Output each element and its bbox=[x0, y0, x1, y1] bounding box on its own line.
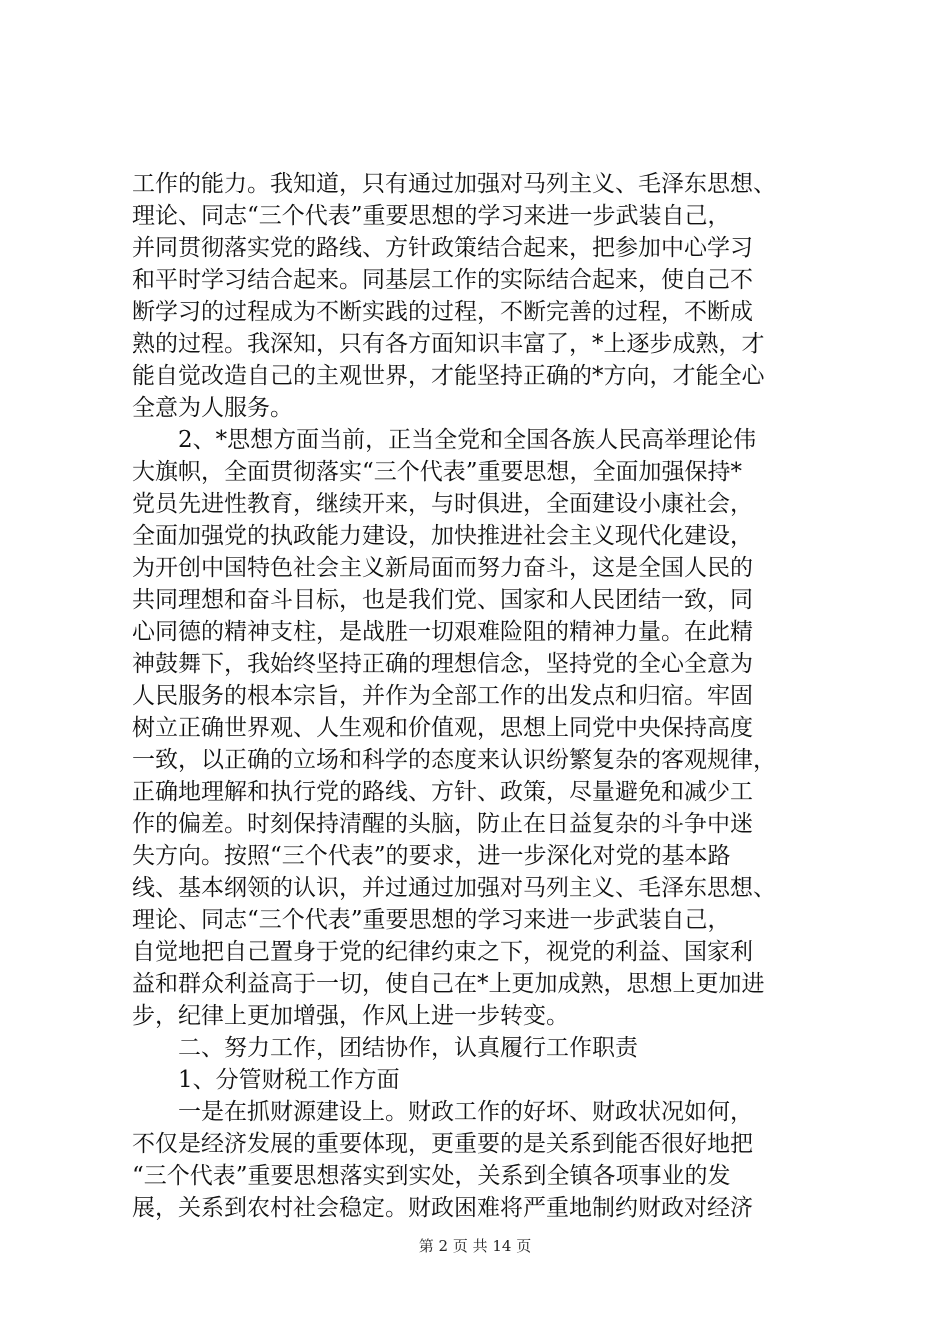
text-line: 心同德的精神支柱，是战胜一切艰难险阻的精神力量。在此精 bbox=[132, 619, 753, 645]
text-line: 理论、同志“三个代表”重要思想的学习来进一步武装自己， bbox=[132, 907, 731, 933]
text-line: 正确地理解和执行党的路线、方针、政策，尽量避免和减少工 bbox=[132, 779, 753, 805]
text-line: 工作的能力。我知道，只有通过加强对马列主义、毛泽东思想、 bbox=[132, 171, 776, 197]
text-line: 并同贯彻落实党的路线、方针政策结合起来，把参加中心学习 bbox=[132, 235, 753, 261]
text-line: 能自觉改造自己的主观世界，才能坚持正确的*方向，才能全心 bbox=[132, 363, 765, 389]
text-line: 步，纪律上更加增强，作风上进一步转变。 bbox=[132, 1003, 569, 1029]
text-line: 神鼓舞下，我始终坚持正确的理想信念，坚持党的全心全意为 bbox=[132, 651, 753, 677]
text-line: 展，关系到农村社会稳定。财政困难将严重地制约财政对经济 bbox=[132, 1195, 753, 1221]
text-line: 人民服务的根本宗旨，并作为全部工作的出发点和归宿。牢固 bbox=[132, 683, 753, 709]
text-line: 熟的过程。我深知，只有各方面知识丰富了，*上逐步成熟，才 bbox=[132, 331, 765, 357]
text-line: 不仅是经济发展的重要体现，更重要的是关系到能否很好地把 bbox=[132, 1131, 753, 1157]
text-line: 失方向。按照“三个代表”的要求，进一步深化对党的基本路 bbox=[132, 843, 731, 869]
text-line: 一致，以正确的立场和科学的态度来认识纷繁复杂的客观规律， bbox=[132, 747, 776, 773]
text-line: 2、*思想方面当前，正当全党和全国各族人民高举理论伟 bbox=[132, 427, 757, 453]
text-line: 为开创中国特色社会主义新局面而努力奋斗，这是全国人民的 bbox=[132, 555, 753, 581]
page-number-footer: 第 2 页 共 14 页 bbox=[418, 1237, 532, 1255]
text-line: 全意为人服务。 bbox=[132, 395, 293, 421]
text-line: 线、基本纲领的认识，并过通过加强对马列主义、毛泽东思想、 bbox=[132, 875, 776, 901]
text-line: “三个代表”重要思想落实到实处，关系到全镇各项事业的发 bbox=[132, 1163, 731, 1189]
text-line: 断学习的过程成为不断实践的过程，不断完善的过程，不断成 bbox=[132, 299, 753, 325]
text-line: 自觉地把自己置身于党的纪律约束之下，视党的利益、国家利 bbox=[132, 939, 753, 965]
text-line: 二、努力工作，团结协作，认真履行工作职责 bbox=[132, 1035, 638, 1061]
text-line: 一是在抓财源建设上。财政工作的好坏、财政状况如何， bbox=[132, 1099, 753, 1125]
text-line: 全面加强党的执政能力建设，加快推进社会主义现代化建设， bbox=[132, 523, 753, 549]
document-body bbox=[132, 168, 832, 1224]
text-line: 党员先进性教育，继续开来，与时俱进，全面建设小康社会， bbox=[132, 491, 753, 517]
text-line: 共同理想和奋斗目标，也是我们党、国家和人民团结一致，同 bbox=[132, 587, 753, 613]
text-line: 和平时学习结合起来。同基层工作的实际结合起来，使自己不 bbox=[132, 267, 753, 293]
text-line: 大旗帜，全面贯彻落实“三个代表”重要思想，全面加强保持* bbox=[132, 459, 743, 485]
text-line: 1、分管财税工作方面 bbox=[132, 1067, 400, 1093]
text-line: 理论、同志“三个代表”重要思想的学习来进一步武装自己， bbox=[132, 203, 731, 229]
text-line: 树立正确世界观、人生观和价值观，思想上同党中央保持高度 bbox=[132, 715, 753, 741]
text-line: 益和群众利益高于一切，使自己在*上更加成熟，思想上更加进 bbox=[132, 971, 765, 997]
text-line: 作的偏差。时刻保持清醒的头脑，防止在日益复杂的斗争中迷 bbox=[132, 811, 753, 837]
